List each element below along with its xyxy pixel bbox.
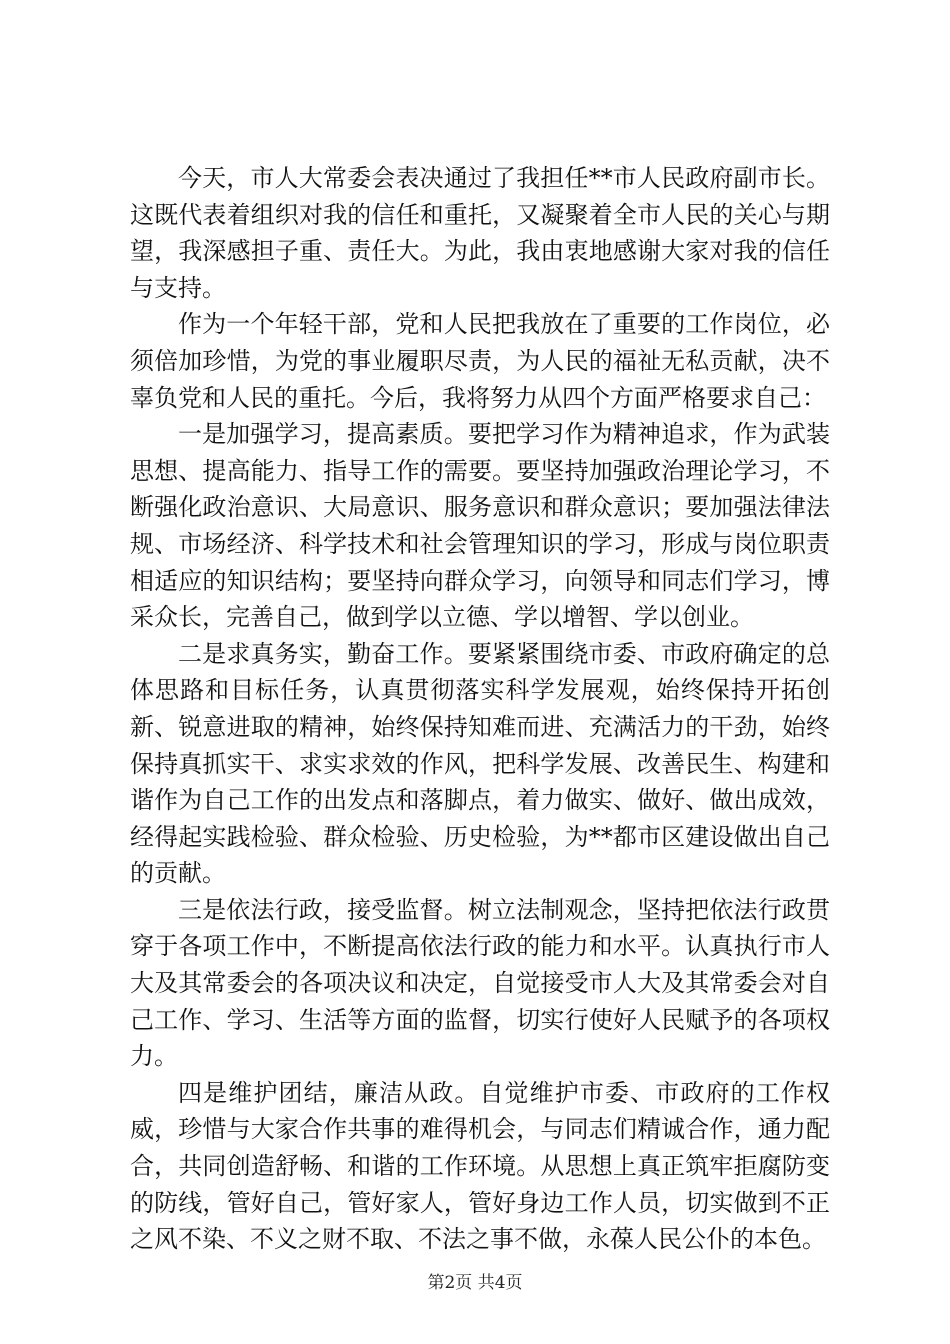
paragraph-commitment: 作为一个年轻干部，党和人民把我放在了重要的工作岗位，必须倍加珍惜，为党的事业履职尽责，为人民的福祉无私贡献，决不辜负党和人民的重托。今后，我将努力从四个方面严格要求自己：: [130, 310, 830, 412]
page-number: 第2页 共4页: [427, 1273, 523, 1293]
document-body: [130, 160, 830, 1258]
paragraph-point-four: 四是维护团结，廉洁从政。自觉维护市委、市政府的工作权威，珍惜与大家合作共事的难得机会，与同志们精诚合作，通力配合，共同创造舒畅、和谐的工作环境。从思想上真正筑牢拒腐防变的防线，管好自己，管好家人，管好身边工作人员，切实做到不正之风不染、不义之财不取、不法之事不做，永葆人民公仆的本色。: [130, 1078, 830, 1254]
paragraph-point-one: 一是加强学习，提高素质。要把学习作为精神追求，作为武装思想、提高能力、指导工作的需要。要坚持加强政治理论学习，不断强化政治意识、大局意识、服务意识和群众意识；要加强法律法规、市场经济、科学技术和社会管理知识的学习，形成与岗位职责相适应的知识结构；要坚持向群众学习，向领导和同志们学习，博采众长，完善自己，做到学以立德、学以增智、学以创业。: [130, 420, 830, 632]
paragraph-intro: 今天，市人大常委会表决通过了我担任**市人民政府副市长。这既代表着组织对我的信任和重托，又凝聚着全市人民的关心与期望，我深感担子重、责任大。为此，我由衷地感谢大家对我的信任与支持。: [130, 164, 830, 302]
page-footer: [0, 1272, 950, 1294]
paragraph-point-two: 二是求真务实，勤奋工作。要紧紧围绕市委、市政府确定的总体思路和目标任务，认真贯彻落实科学发展观，始终保持开拓创新、锐意进取的精神，始终保持知难而进、充满活力的干劲，始终保持真抓实干、求实求效的作风，把科学发展、改善民生、构建和谐作为自己工作的出发点和落脚点，着力做实、做好、做出成效，经得起实践检验、群众检验、历史检验，为**都市区建设做出自己的贡献。: [130, 639, 830, 888]
paragraph-point-three: 三是依法行政，接受监督。树立法制观念，坚持把依法行政贯穿于各项工作中，不断提高依法行政的能力和水平。认真执行市人大及其常委会的各项决议和决定，自觉接受市人大及其常委会对自己工作、学习、生活等方面的监督，切实行使好人民赋予的各项权力。: [130, 895, 830, 1071]
